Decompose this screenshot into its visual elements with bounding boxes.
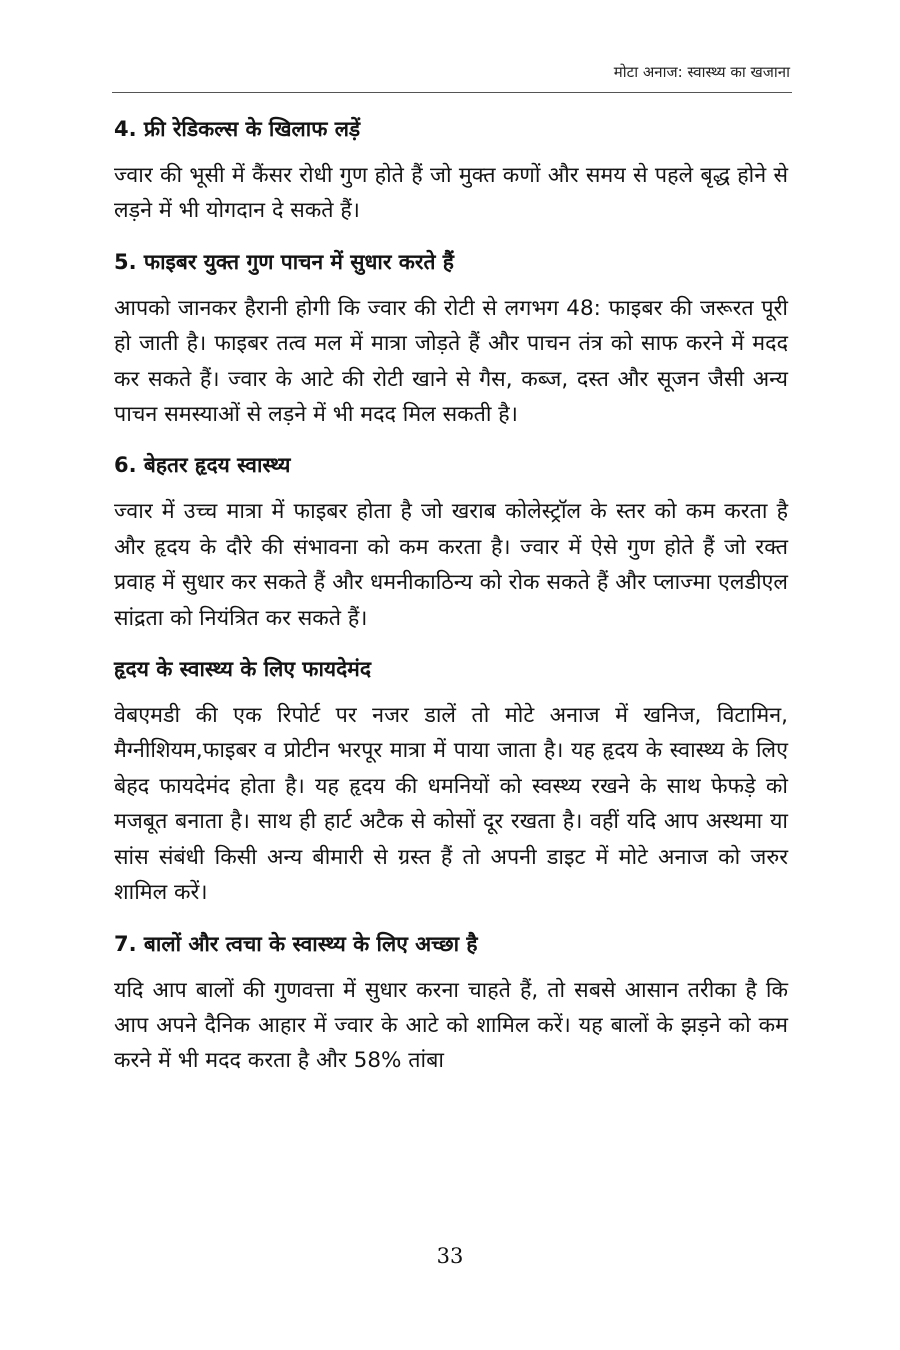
section-heading-hair-skin: 7. बालों और त्वचा के स्वास्थ्य के लिए अच्छा है [114,931,478,956]
page-body [114,110,788,1097]
section-paragraph-free-radicals: ज्वार की भूसी में कैंसर रोधी गुण होते हैं जो मुक्त कणों और समय से पहले बृद्ध होने से लड़ने में भी योगदान दे सकते हैं। [114,163,788,224]
section-heading-fiber-digestion: 5. फाइबर युक्त गुण पाचन में सुधार करते हैं [114,249,454,274]
section-paragraph-fiber-digestion: आपको जानकर हैरानी होगी कि ज्वार की रोटी से लगभग 48: फाइबर की जरूरत पूरी हो जाती है। फाइबर तत्व मल में मात्रा जोड़ते हैं और पाचन तंत्र को साफ करने में मदद कर सकते हैं। ज्वार के आटे की रोटी खाने से गैस, कब्ज, दस्त और सूजन जैसी अन्य पाचन समस्याओं से लड़ने में भी मदद मिल सकती है। [114,295,788,428]
section-heading-heart-benefits: हृदय के स्वास्थ्य के लिए फायदेमंद [114,657,371,682]
section-heading-free-radicals: 4. फ्री रेडिकल्स के खिलाफ लड़ें [114,117,361,141]
page-number: 33 [436,1244,464,1268]
section-paragraph-hair-skin: यदि आप बालों की गुणवत्ता में सुधार करना चाहते हैं, तो सबसे आसान तरीका है कि आप अपने दैनिक आहार में ज्वार के आटे को शामिल करें। यह बालों के झड़ने को कम करने में भी मदद करता है और 58% तांबा [114,977,788,1074]
running-header-title: मोटा अनाज: स्वास्थ्य का खजाना [613,63,790,81]
header-rule-divider [112,92,792,93]
section-paragraph-heart-health: ज्वार में उच्च मात्रा में फाइबर होता है जो खराब कोलेस्ट्रॉल के स्तर को कम करता है और हृदय के दौरे की संभावना को कम करता है। ज्वार में ऐसे गुण होते हैं जो रक्त प्रवाह में सुधार कर सकते हैं और धमनीकाठिन्य को रोक सकते हैं और प्लाज्मा एलडीएल सांद्रता को नियंत्रित कर सकते हैं। [114,499,788,631]
section-paragraph-heart-benefits: वेबएमडी की एक रिपोर्ट पर नजर डालें तो मोटे अनाज में खनिज, विटामिन, मैग्नीशियम,फाइबर व प्रोटीन भरपूर मात्रा में पाया जाता है। यह हृदय के स्वास्थ्य के लिए बेहद फायदेमंद होता है। यह हृदय की धमनियों को स्वस्थ्य रखने के साथ फेफड़े को मजबूत बनाता है। साथ ही हार्ट अटैक से कोसों दूर रखता है। वहीं यदि आप अस्थमा या सांस संबंधी किसी अन्य बीमारी से ग्रस्त हैं तो अपनी डाइट में मोटे अनाज को जरुर शामिल करें। [114,703,788,906]
section-heading-heart-health: 6. बेहतर हृदय स्वास्थ्य [114,453,291,478]
